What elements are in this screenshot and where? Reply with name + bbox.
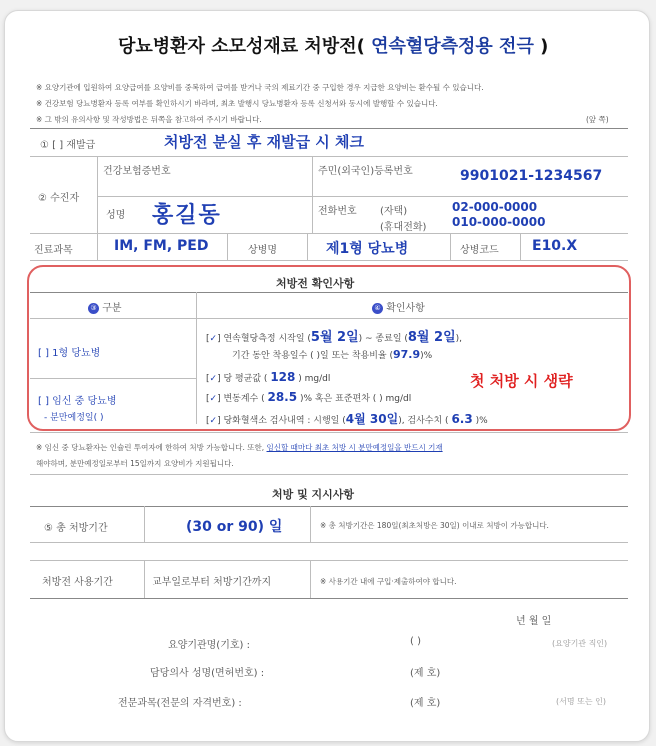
specialty-label: 전문과목(전문의 자격번호) : bbox=[118, 698, 242, 709]
check-wear-rate: 기간 동안 착용일수 ( )일 또는 착용비율 (97.9)% bbox=[232, 348, 433, 361]
specialty-license-field[interactable]: (제 호) bbox=[410, 698, 441, 709]
name-value: 홍길동 bbox=[152, 203, 222, 228]
confirm-header: 처방전 확인사항 bbox=[276, 277, 355, 290]
phone-label: 전화번호 bbox=[318, 206, 357, 217]
institution-field[interactable]: ( ) bbox=[410, 636, 421, 647]
confirm-col2: ④ 확인사항 bbox=[372, 299, 425, 314]
page-mark: (앞 쪽) bbox=[586, 115, 609, 124]
doctor-license-field[interactable]: (제 호) bbox=[410, 668, 441, 679]
reissue-annotation: 처방전 분실 후 재발급 시 체크 bbox=[164, 133, 364, 151]
issue-date: 년 월 일 bbox=[516, 616, 552, 627]
check-cv: [✓] 변동계수 ( 28.5 )% 혹은 표준편차 ( ) mg/dl bbox=[206, 390, 412, 404]
usage-label: 처방전 사용기간 bbox=[42, 577, 113, 588]
note-1: ※ 요양기관에 입원하여 요양급여를 요양비를 중복하여 급여를 받거나 국의 제료기간 중 구입한 경우 지급한 요양비는 환수될 수 있습니다. bbox=[36, 83, 484, 92]
note-3: ※ 그 밖의 유의사항 및 작성방법은 뒤쪽을 참고하여 주시기 바랍니다. bbox=[36, 115, 262, 124]
confirm-col1: ③ 구분 bbox=[88, 299, 122, 314]
dept-label: 진료과목 bbox=[34, 245, 73, 256]
prescription-header: 처방 및 지시사항 bbox=[272, 488, 355, 501]
insurance-label: 건강보험증번호 bbox=[103, 166, 171, 177]
phone-mobile-value: 010-000-0000 bbox=[452, 215, 546, 229]
period-value: (30 or 90) 일 bbox=[186, 519, 283, 535]
period-note: ※ 총 처방기간은 180일(최초처방은 30일) 이내로 처방이 가능합니다. bbox=[320, 521, 549, 530]
dept-value: IM, FM, PED bbox=[114, 238, 209, 254]
signature-note: (서명 또는 인) bbox=[556, 697, 606, 706]
phone-mobile-label: (휴대전화) bbox=[380, 222, 427, 233]
period-label: ⑤ 총 처방기간 bbox=[44, 523, 108, 534]
note-2: ※ 건강보험 당뇨병환자 등록 여부를 확인하시기 바라며, 최초 발행시 당뇨병환자 등록 신청서와 동시에 발행할 수 있습니다. bbox=[36, 99, 438, 108]
due-date-field[interactable]: - 분만예정일( ) bbox=[44, 413, 104, 423]
check-hba1c: [✓] 당화혈색소 검사내역 : 시행일 (4월 30일), 검사수치 ( 6.3 )% bbox=[206, 412, 488, 426]
name-label: 성명 bbox=[106, 210, 126, 221]
code-value: E10.X bbox=[532, 238, 578, 254]
institution-label: 요양기관명(기호) : bbox=[168, 640, 250, 651]
disease-value: 제1형 당뇨병 bbox=[326, 241, 409, 257]
id-value: 9901021-1234567 bbox=[460, 168, 603, 184]
code-label: 상병코드 bbox=[460, 245, 499, 256]
reissue-checkbox[interactable]: ① [ ] 재발급 bbox=[40, 140, 96, 151]
pregnancy-note-line2: 해야하며, 분만예정일로부터 15일까지 요양비가 지원됩니다. bbox=[36, 459, 234, 468]
phone-home-value: 02-000-0000 bbox=[452, 200, 538, 214]
pregnancy-note-line1: ※ 임신 중 당뇨환자는 인슐린 투여자에 한하여 처방 가능합니다. 또한, 임신할 때마다 최초 처방 시 분만예정일을 반드시 기재 bbox=[36, 443, 443, 452]
type1-checkbox[interactable]: [ ] 1형 당뇨병 bbox=[38, 348, 101, 359]
phone-home-label: (자택) bbox=[380, 206, 408, 217]
usage-value: 교부일로부터 처방기간까지 bbox=[152, 577, 272, 588]
check-mean-glucose: [✓] 당 평균값 ( 128 ) mg/dl bbox=[206, 370, 331, 384]
id-label: 주민(외국인)등록번호 bbox=[318, 166, 413, 177]
institution-seal-note: (요양기관 직인) bbox=[552, 639, 608, 648]
doctor-label: 담당의사 성명(면허번호) : bbox=[150, 668, 265, 679]
patient-section-label: ② 수진자 bbox=[38, 193, 80, 204]
disease-label: 상병명 bbox=[248, 245, 277, 256]
check-cgm-period: [✓] 연속혈당측정 시작일 (5월 2일) ~ 종료일 (8월 2일), bbox=[206, 330, 462, 345]
type2-checkbox[interactable]: [ ] 임신 중 당뇨병 bbox=[38, 396, 117, 407]
page-title: 당뇨병환자 소모성재료 처방전( 연속혈당측정용 전극 ) bbox=[118, 36, 549, 57]
first-prescription-note: 첫 처방 시 생략 bbox=[470, 372, 573, 390]
usage-note: ※ 사용기간 내에 구입·제출하여야 합니다. bbox=[320, 577, 457, 586]
